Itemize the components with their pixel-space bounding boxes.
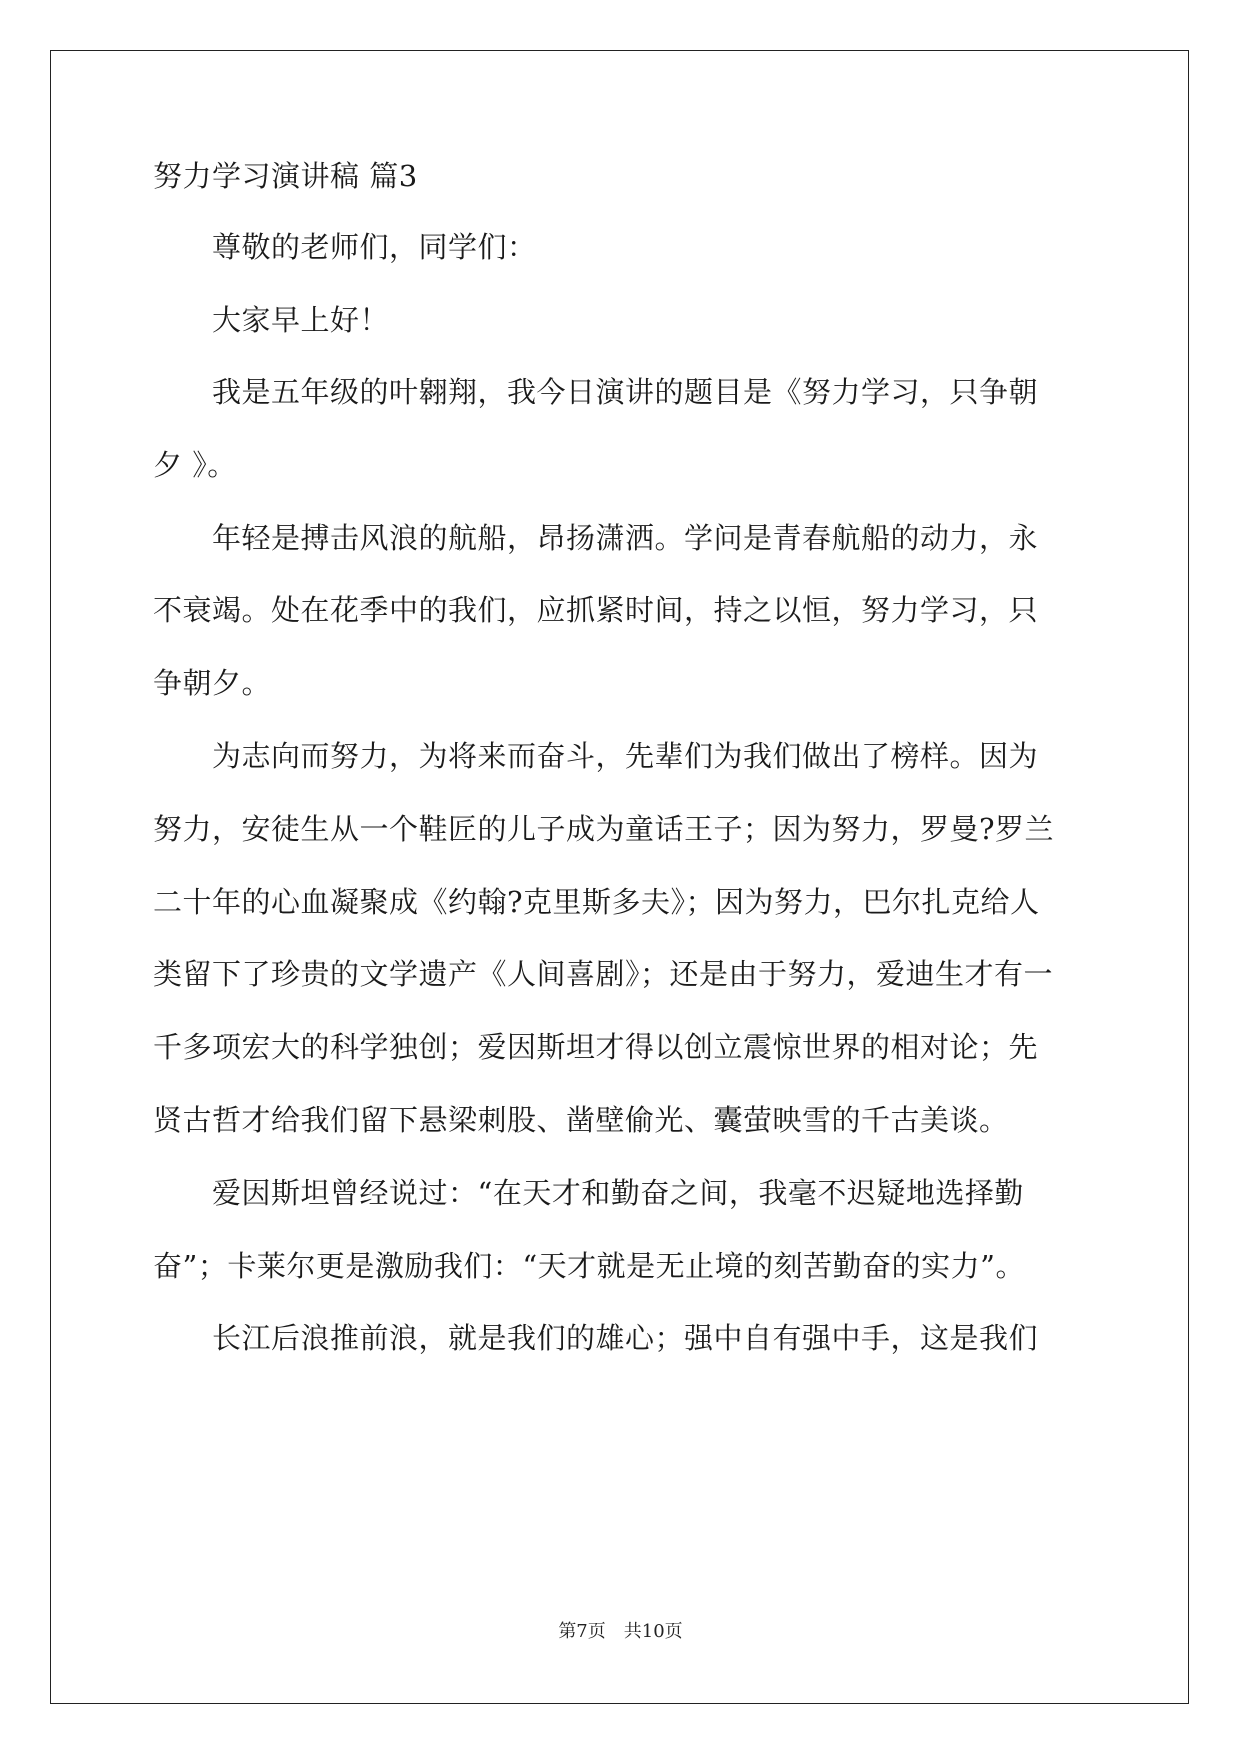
page-number: 第7页 共10页 [558,1621,683,1642]
text-line: 大家早上好！ [153,303,390,337]
text-line: 奋”；卡莱尔更是激励我们：“天才就是无止境的刻苦勤奋的实力”。 [153,1249,1025,1283]
text-line: 类留下了珍贵的文学遗产《人间喜剧》；还是由于努力，爱迪生才有一 [153,957,1054,991]
text-line: 不衰竭。处在花季中的我们，应抓紧时间，持之以恒，努力学习，只 [153,593,1039,627]
text-line: 爱因斯坦曾经说过：“在天才和勤奋之间，我毫不迟疑地选择勤 [153,1176,1024,1210]
text-line: 为志向而努力，为将来而奋斗，先辈们为我们做出了榜样。因为 [153,739,1039,773]
text-line: 年轻是搏击风浪的航船，昂扬潇洒。学问是青春航船的动力，永 [153,521,1039,555]
text-line: 我是五年级的叶翱翔，我今日演讲的题目是《努力学习，只争朝 [153,375,1039,409]
page-border [50,50,1189,1704]
text-line: 贤古哲才给我们留下悬梁刺股、凿壁偷光、囊萤映雪的千古美谈。 [153,1103,1009,1137]
text-line: 争朝夕。 [153,666,272,700]
document-title: 努力学习演讲稿 篇3 [153,159,418,193]
text-line: 千多项宏大的科学独创；爱因斯坦才得以创立震惊世界的相对论；先 [153,1030,1039,1064]
text-line: 长江后浪推前浪，就是我们的雄心；强中自有强中手，这是我们 [153,1321,1039,1355]
text-line: 努力，安徒生从一个鞋匠的儿子成为童话王子；因为努力，罗曼?罗兰 [153,812,1055,846]
text-line: 二十年的心血凝聚成《约翰?克里斯多夫》；因为努力，巴尔扎克给人 [153,885,1040,919]
text-line: 尊敬的老师们，同学们： [153,230,537,264]
text-line: 夕 》。 [153,448,237,482]
page-footer [0,1620,1241,1644]
